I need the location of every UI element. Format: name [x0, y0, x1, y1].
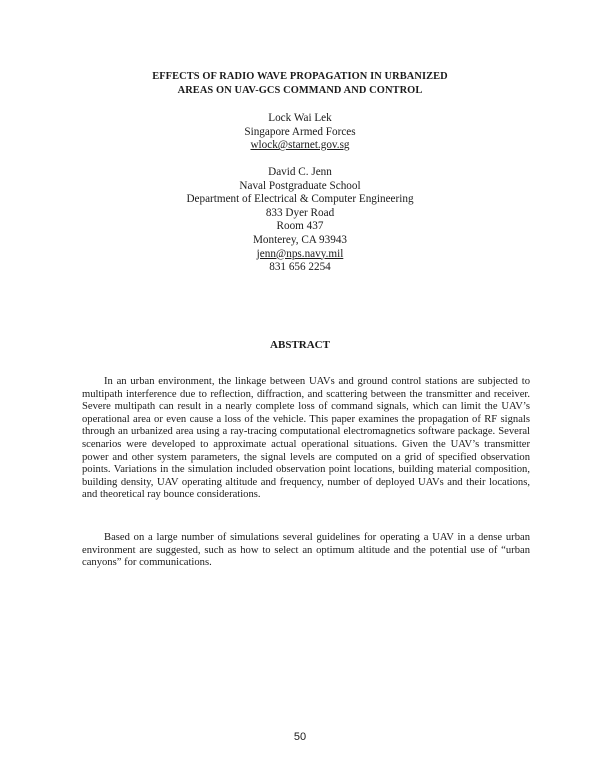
author-email-link[interactable]: jenn@nps.navy.mil [256, 247, 344, 260]
author-department: Department of Electrical & Computer Engineering [186, 193, 414, 206]
author-affiliation: Singapore Armed Forces [244, 125, 356, 138]
author-affiliation: Naval Postgraduate School [239, 179, 361, 192]
abstract-heading: ABSTRACT [270, 339, 330, 351]
author-phone: 831 656 2254 [269, 261, 331, 274]
author-name: Lock Wai Lek [268, 112, 332, 124]
author-name: David C. Jenn [268, 166, 332, 178]
author-block-1 [0, 112, 600, 153]
author-city: Monterey, CA 93943 [252, 233, 348, 246]
author-block-2 [0, 166, 600, 275]
author-room: Room 437 [276, 220, 324, 233]
abstract-paragraph-2: Based on a large number of simulations several guidelines for operating a UAV in a dense urban environment are suggested, such as how to select an optimum altitude and the potential use of “urban canyons” for communications. [82, 532, 530, 569]
title-line-2: AREAS ON UAV-GCS COMMAND AND CONTROL [177, 85, 423, 96]
title-line-1: EFFECTS OF RADIO WAVE PROPAGATION IN URBANIZED [152, 71, 448, 82]
page-number: 50 [293, 731, 307, 743]
author-street: 833 Dyer Road [265, 206, 335, 219]
abstract-paragraph-1: In an urban environment, the linkage between UAVs and ground control stations are subjected to multipath interference due to reflection, diffraction, and scattering between the transmitter and receiver. Severe multipath can result in a nearly complete loss of command signals, which can limit the UAV’s operational area or even cause a loss of the vehicle. This paper examines the propagation of RF signals through an urbanized area using a ray-tracing computational electromagnetics software package. Several scenarios were developed to approximate actual operational situations. Given the UAV’s transmitter power and other system parameters, the signal levels are computed on a grid of specified observation points. Variations in the simulation included observation point locations, building material composition, building density, UAV operating altitude and frequency, number of deployed UAVs and their locations, and theoretical ray bounce considerations. [82, 376, 530, 501]
author-email-link[interactable]: wlock@starnet.gov.sg [250, 139, 350, 152]
paper-title [0, 70, 600, 98]
